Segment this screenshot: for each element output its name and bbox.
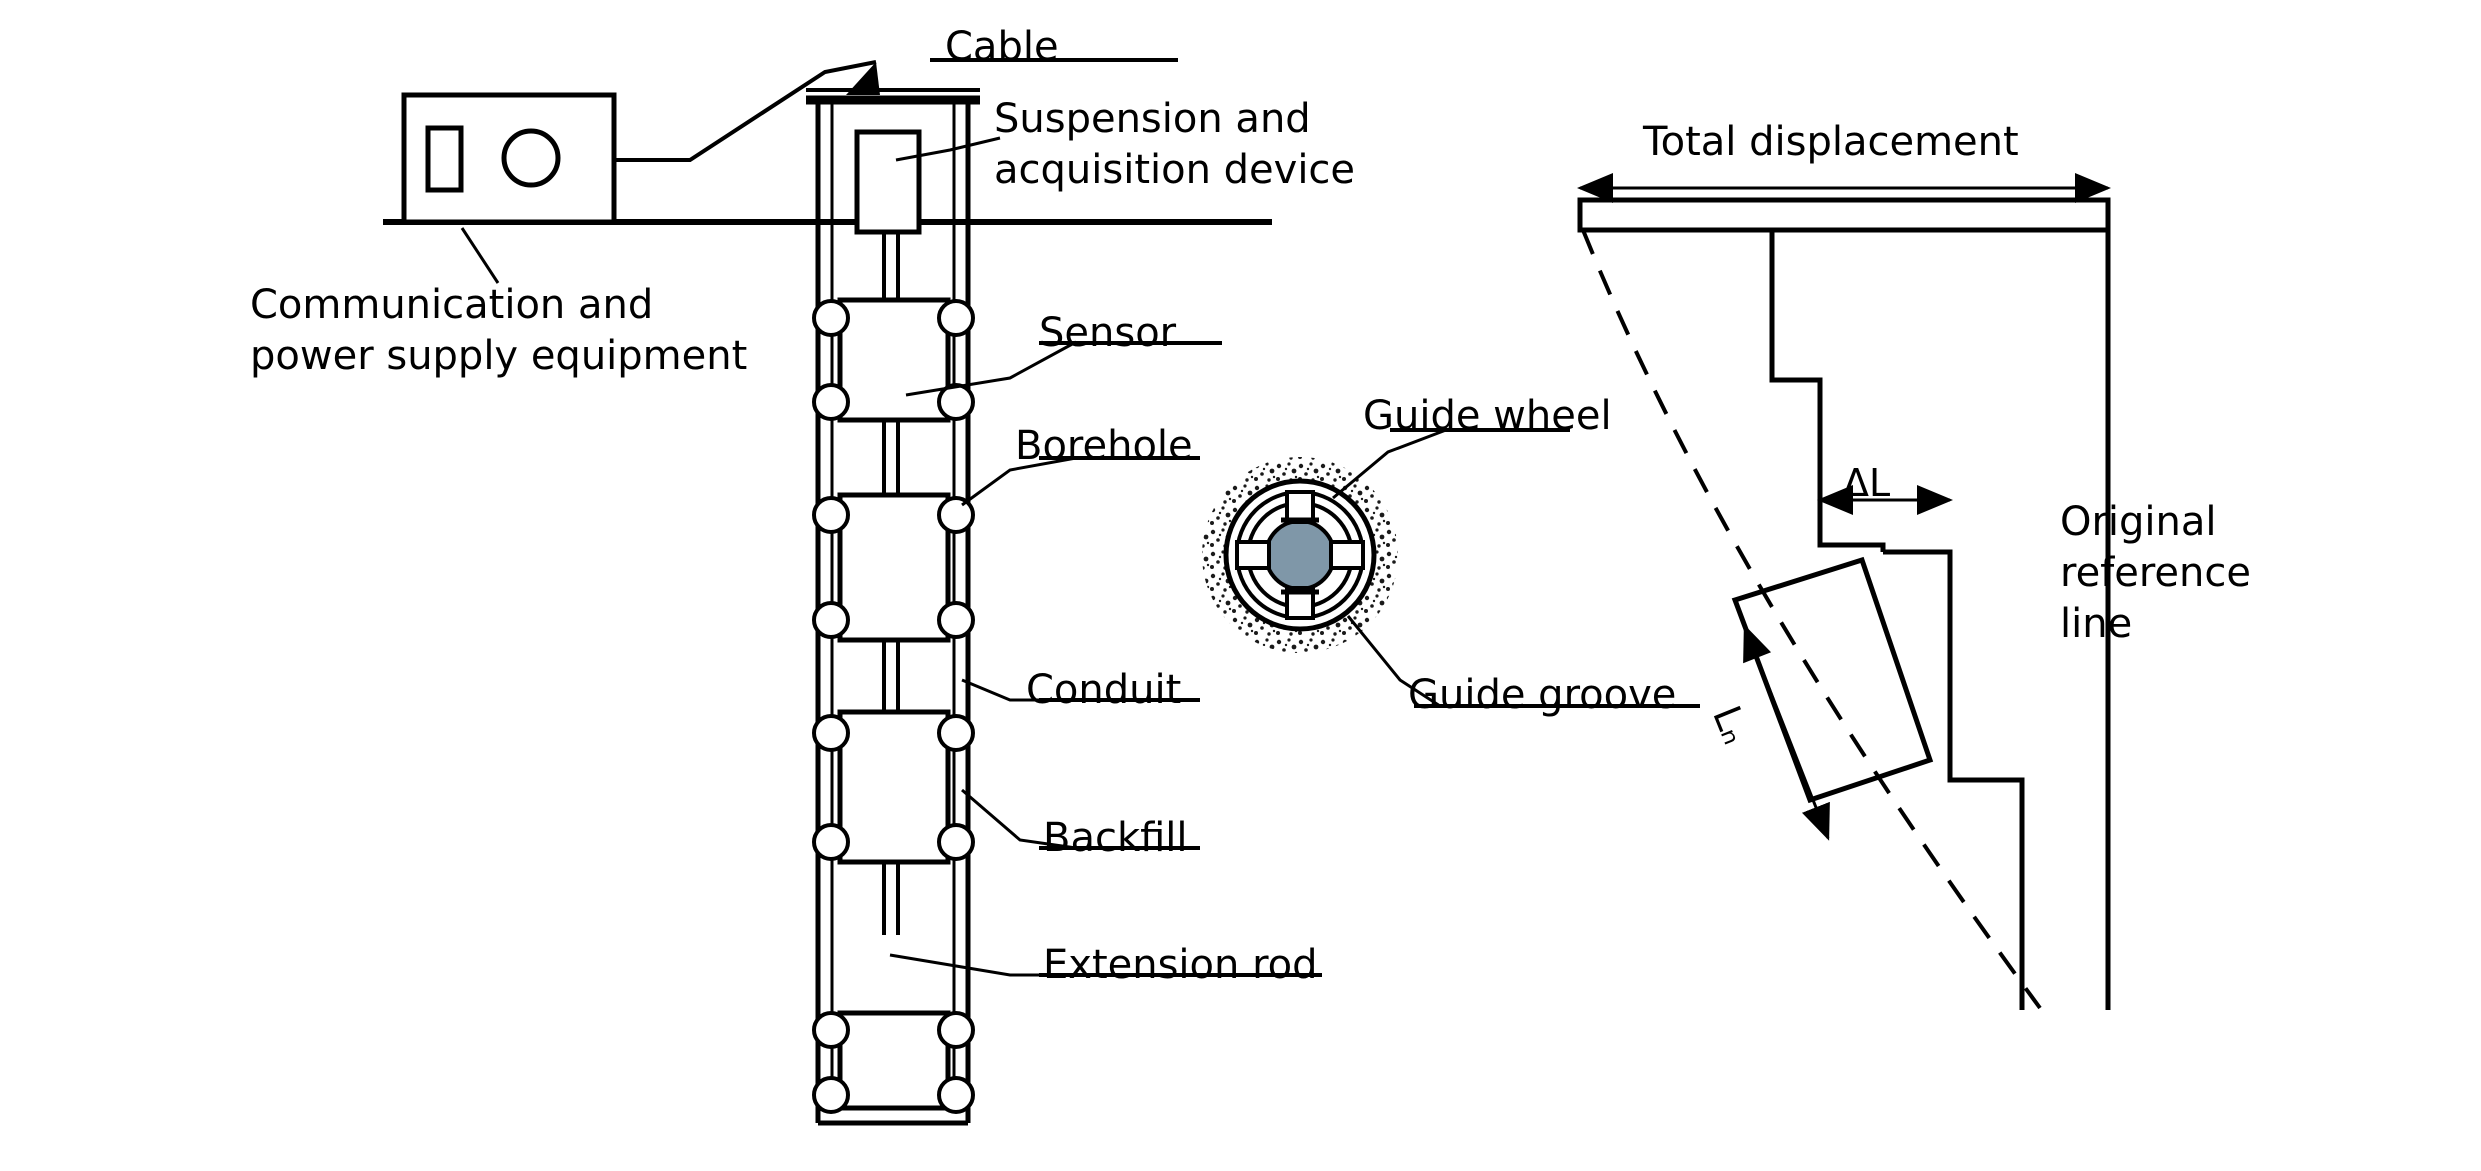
- cable-run: [614, 62, 876, 160]
- top-bar: [1580, 200, 2108, 230]
- label-communication-line2: power supply equipment: [250, 333, 748, 379]
- sensor-unit-2: [814, 495, 973, 640]
- label-extension-rod: Extension rod: [1043, 942, 1318, 988]
- guide-groove-right: [1331, 542, 1363, 568]
- label-suspension-line1: Suspension and: [994, 96, 1311, 142]
- guide-groove-left: [1237, 542, 1269, 568]
- label-delta-l: ΔL: [1843, 461, 1891, 505]
- label-borehole: Borehole: [1015, 423, 1193, 469]
- label-cable: Cable: [945, 24, 1059, 70]
- label-total-displacement: Total displacement: [1643, 119, 2019, 165]
- label-original-ref-line3: line: [2060, 601, 2133, 647]
- displacement-diagram: [1580, 188, 2108, 1010]
- borehole-cross-section: [1202, 457, 1398, 653]
- label-suspension-line2: acquisition device: [994, 147, 1356, 193]
- equipment-display: [428, 128, 461, 190]
- probe-body: [1266, 521, 1334, 589]
- label-sensor: Sensor: [1039, 310, 1177, 356]
- label-original-ref-line1: Original: [2060, 499, 2217, 545]
- sensor-unit-1: [814, 300, 973, 420]
- label-backfill: Backfill: [1043, 815, 1188, 861]
- step-profile-lower: [1883, 552, 2022, 1010]
- label-guide-groove: Guide groove: [1408, 672, 1677, 718]
- label-ln: Lₙ: [1704, 699, 1759, 750]
- label-original-ref-line2: reference: [2060, 550, 2251, 596]
- label-communication-line1: Communication and: [250, 282, 654, 328]
- sensor-unit-4: [814, 1013, 973, 1112]
- suspension-device: [857, 132, 919, 232]
- label-conduit: Conduit: [1026, 667, 1182, 713]
- leader-communication: [462, 228, 498, 283]
- sensor-unit-3: [814, 712, 973, 862]
- equipment-dial: [504, 131, 558, 185]
- label-guide-wheel: Guide wheel: [1363, 393, 1612, 439]
